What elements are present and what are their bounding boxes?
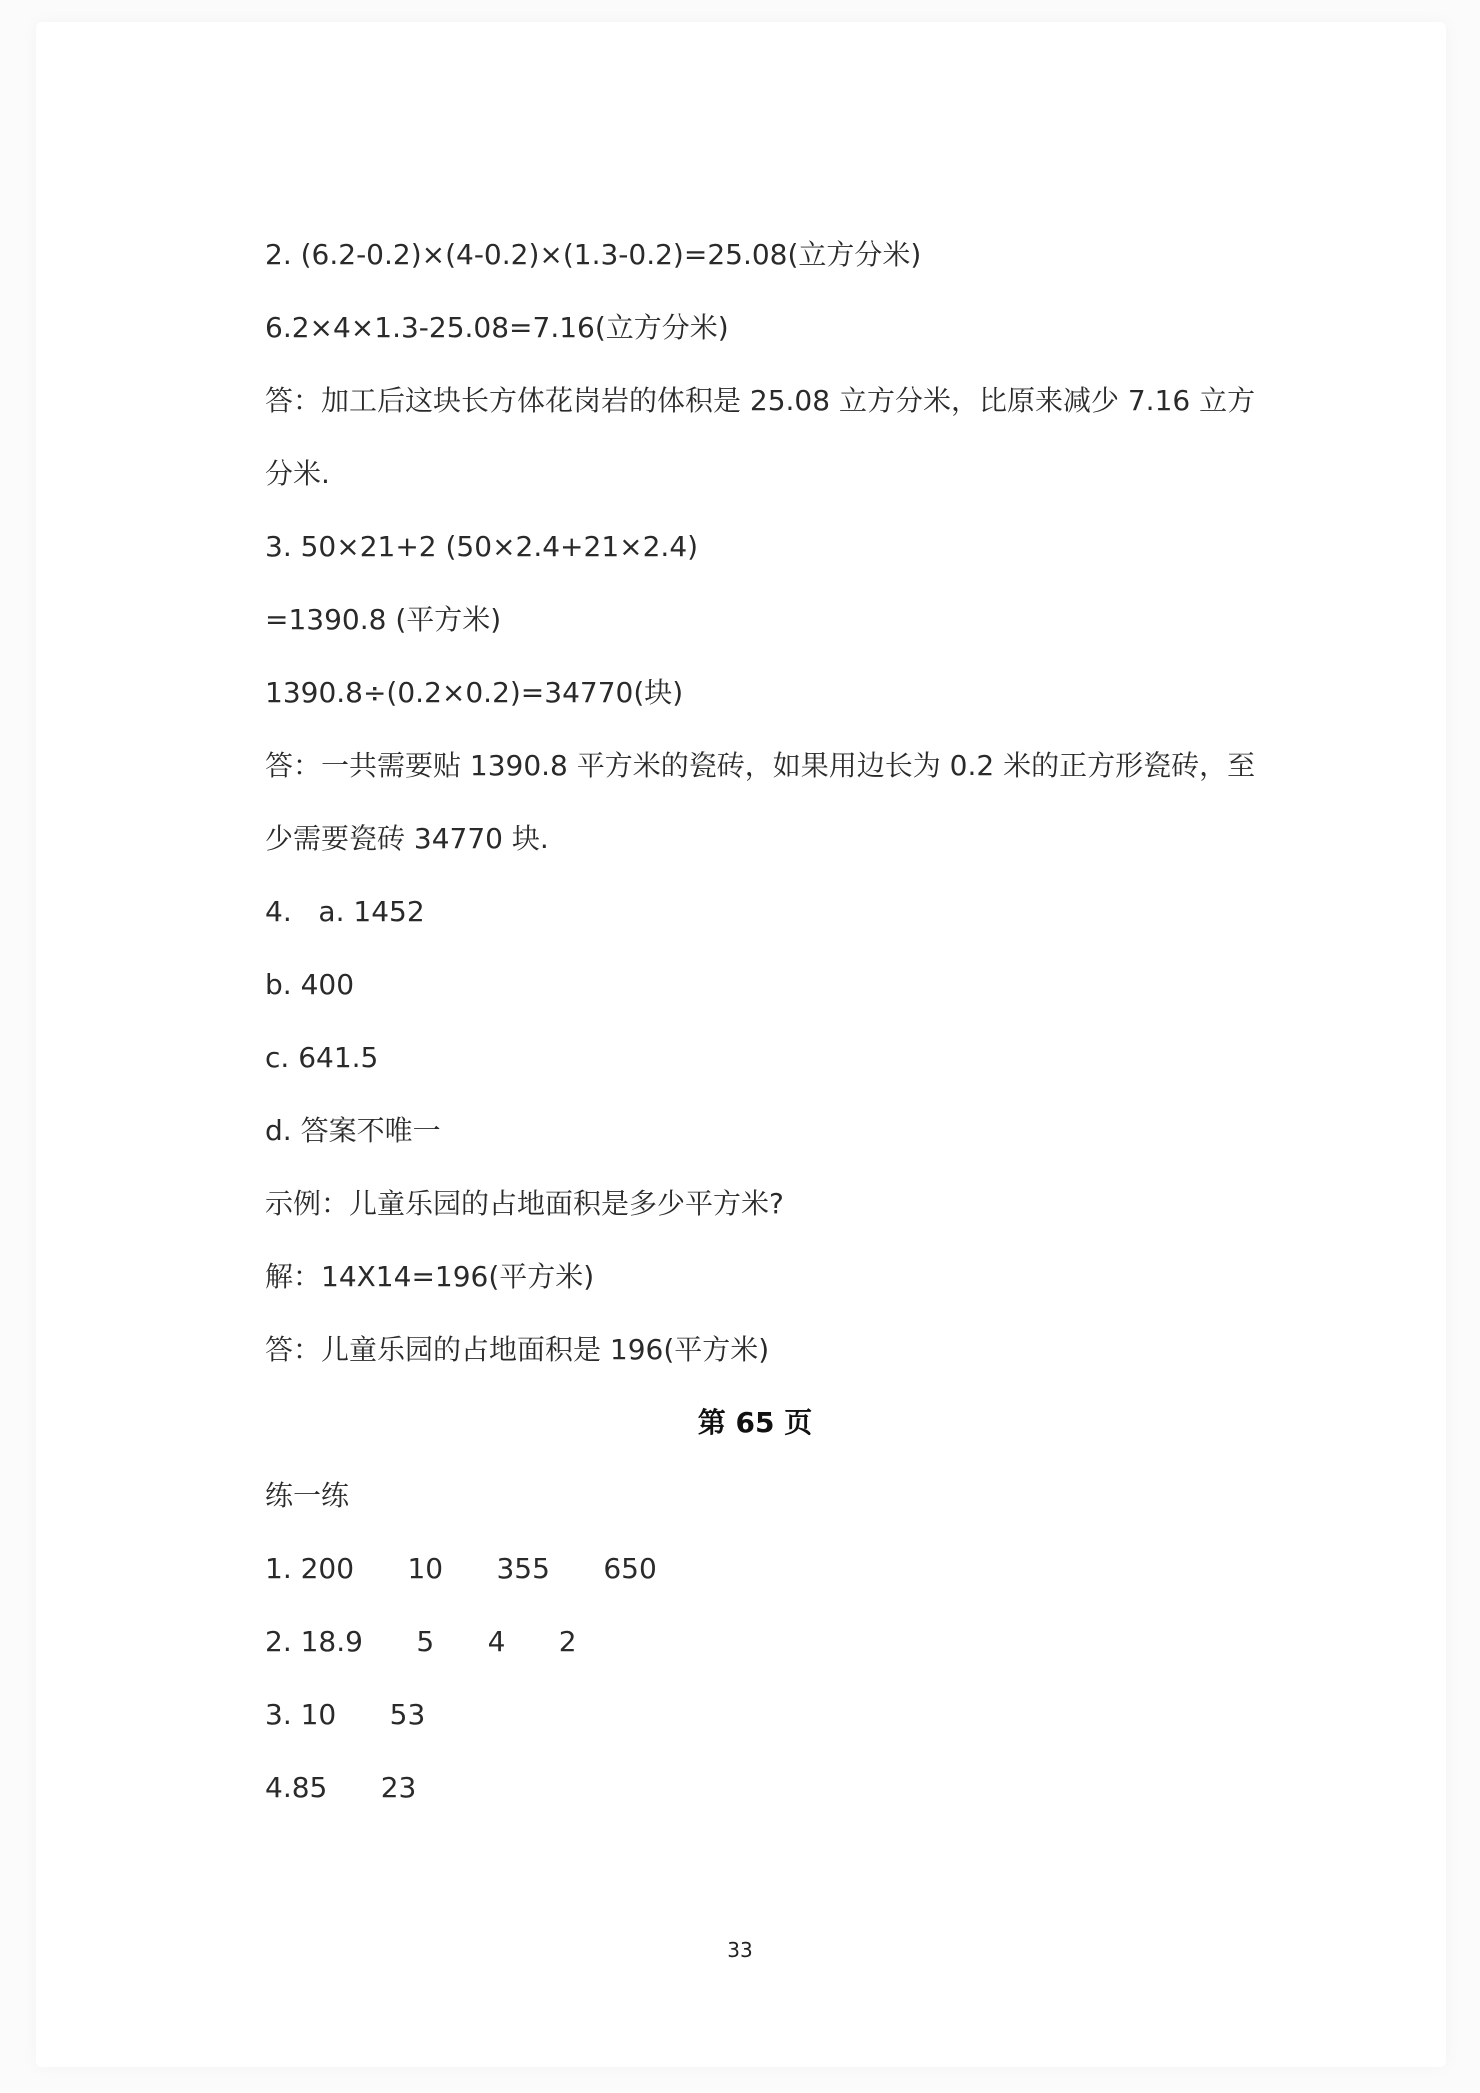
- text-line: 1390.8÷(0.2×0.2)=34770(块): [265, 676, 684, 709]
- page-number: 33: [727, 1938, 753, 1962]
- text-line: b. 400: [265, 968, 355, 1001]
- answer-content: [265, 238, 1265, 1844]
- text-line: 答：加工后这块长方体花岗岩的体积是 25.08 立方分米，比原来减少 7.16 立方: [265, 384, 1256, 417]
- text-line: 答：一共需要贴 1390.8 平方米的瓷砖，如果用边长为 0.2 米的正方形瓷砖，至: [265, 749, 1256, 782]
- text-line: 4. a. 1452: [265, 895, 425, 928]
- text-line: 1. 200 10 355 650: [265, 1552, 657, 1585]
- text-line: c. 641.5: [265, 1041, 379, 1074]
- text-line: 练一练: [265, 1479, 350, 1512]
- text-line: 分米.: [265, 457, 330, 490]
- text-line: 2. 18.9 5 4 2: [265, 1625, 577, 1658]
- text-line: d. 答案不唯一: [265, 1114, 441, 1147]
- text-line: 少需要瓷砖 34770 块.: [265, 822, 549, 855]
- text-line: 解：14X14=196(平方米): [265, 1260, 595, 1293]
- text-line: 4.85 23: [265, 1771, 417, 1804]
- section-heading: 第 65 页: [697, 1406, 813, 1439]
- text-line: 3. 10 53: [265, 1698, 426, 1731]
- text-line: =1390.8 (平方米): [265, 603, 502, 636]
- text-line: 3. 50×21+2 (50×2.4+21×2.4): [265, 530, 699, 563]
- text-line: 6.2×4×1.3-25.08=7.16(立方分米): [265, 311, 729, 344]
- text-line: 示例：儿童乐园的占地面积是多少平方米?: [265, 1187, 784, 1220]
- text-line: 2. (6.2-0.2)×(4-0.2)×(1.3-0.2)=25.08(立方分米): [265, 238, 922, 271]
- text-line: 答：儿童乐园的占地面积是 196(平方米): [265, 1333, 770, 1366]
